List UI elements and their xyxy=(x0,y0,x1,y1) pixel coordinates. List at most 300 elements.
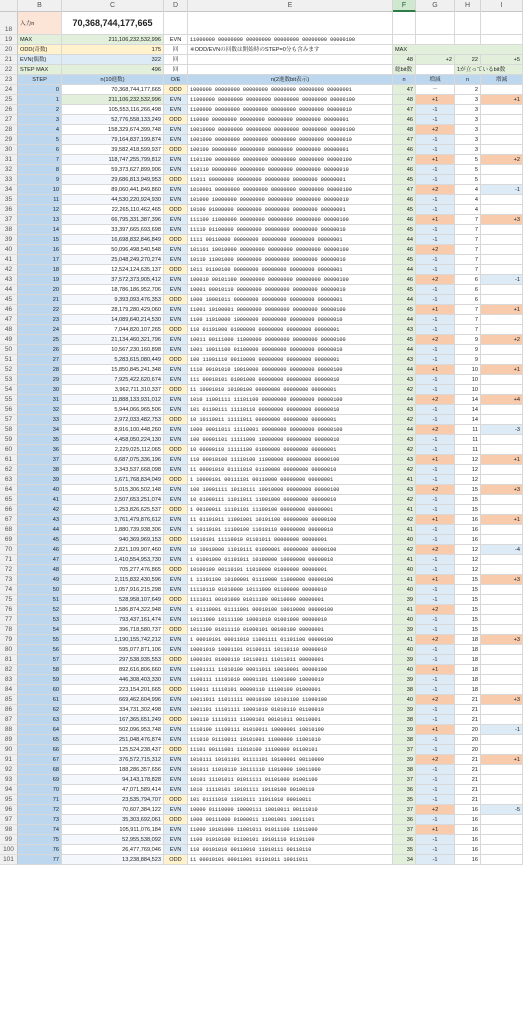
row-header-33[interactable]: 33 xyxy=(0,175,18,185)
cell-i34[interactable]: -1 xyxy=(481,185,523,195)
cell-i43[interactable]: -1 xyxy=(481,275,523,285)
row-header-90[interactable]: 90 xyxy=(0,745,18,755)
cell-h42[interactable]: 7 xyxy=(455,265,481,275)
cell-f92[interactable]: 38 xyxy=(393,765,416,775)
cell-g73[interactable]: +1 xyxy=(416,575,455,585)
cell-i41[interactable] xyxy=(481,255,523,265)
cell-d81[interactable]: ODD xyxy=(164,655,188,665)
row-header-23[interactable]: 23 xyxy=(0,75,18,85)
cell-f71[interactable]: 41 xyxy=(393,555,416,565)
cell-e57[interactable]: 10 10110011 11111011 00000000 00000000 00000001 xyxy=(188,415,393,425)
cell-i37[interactable]: +3 xyxy=(481,215,523,225)
cell-h41[interactable]: 7 xyxy=(455,255,481,265)
cell-i19[interactable] xyxy=(481,35,523,45)
cell-f93[interactable]: 37 xyxy=(393,775,416,785)
cell-h36[interactable]: 4 xyxy=(455,205,481,215)
cell-d85[interactable]: EVN xyxy=(164,695,188,705)
cell-h82[interactable]: 18 xyxy=(455,665,481,675)
cell-f27[interactable]: 46 xyxy=(393,115,416,125)
cell-g48[interactable]: -1 xyxy=(416,325,455,335)
cell-h22[interactable]: 1が立っているbit数 xyxy=(455,65,523,75)
cell-d83[interactable]: EVN xyxy=(164,675,188,685)
cell-i83[interactable] xyxy=(481,675,523,685)
cell-f58[interactable]: 44 xyxy=(393,425,416,435)
cell-d78[interactable]: ODD xyxy=(164,625,188,635)
cell-g89[interactable]: -1 xyxy=(416,735,455,745)
cell-g46[interactable]: +1 xyxy=(416,305,455,315)
cell-c57[interactable]: 2,972,033,482,753 xyxy=(62,415,164,425)
cell-d38[interactable]: EVN xyxy=(164,225,188,235)
cell-h34[interactable]: 4 xyxy=(455,185,481,195)
cell-b32[interactable]: 8 xyxy=(18,165,62,175)
cell-b99[interactable]: 75 xyxy=(18,835,62,845)
cell-b77[interactable]: 53 xyxy=(18,615,62,625)
cell-g18[interactable] xyxy=(416,12,455,35)
cell-c45[interactable]: 9,393,093,476,353 xyxy=(62,295,164,305)
cell-c36[interactable]: 22,265,110,462,465 xyxy=(62,205,164,215)
cell-c44[interactable]: 18,786,186,952,706 xyxy=(62,285,164,295)
cell-e93[interactable]: 10101 11101011 01011111 01101000 01001100 xyxy=(188,775,393,785)
cell-b85[interactable]: 61 xyxy=(18,695,62,705)
cell-g78[interactable]: -1 xyxy=(416,625,455,635)
cell-g74[interactable]: -1 xyxy=(416,585,455,595)
cell-h32[interactable]: 5 xyxy=(455,165,481,175)
cell-f40[interactable]: 46 xyxy=(393,245,416,255)
cell-b53[interactable]: 29 xyxy=(18,375,62,385)
cell-d55[interactable]: EVN xyxy=(164,395,188,405)
cell-c28[interactable]: 158,329,674,399,748 xyxy=(62,125,164,135)
cell-i55[interactable]: +4 xyxy=(481,395,523,405)
cell-g91[interactable]: +2 xyxy=(416,755,455,765)
row-header-85[interactable]: 85 xyxy=(0,695,18,705)
row-header-28[interactable]: 28 xyxy=(0,125,18,135)
cell-g49[interactable]: +2 xyxy=(416,335,455,345)
cell-d29[interactable]: EVN xyxy=(164,135,188,145)
cell-c98[interactable]: 105,911,076,184 xyxy=(62,825,164,835)
cell-c33[interactable]: 29,686,813,949,953 xyxy=(62,175,164,185)
cell-i68[interactable] xyxy=(481,525,523,535)
cell-d95[interactable]: ODD xyxy=(164,795,188,805)
cell-d64[interactable]: EVN xyxy=(164,485,188,495)
row-header-62[interactable]: 62 xyxy=(0,465,18,475)
cell-i25[interactable]: +1 xyxy=(481,95,523,105)
cell-i54[interactable] xyxy=(481,385,523,395)
cell-e101[interactable]: 11 00010101 00011001 01101011 10011011 xyxy=(188,855,393,865)
cell-h35[interactable]: 4 xyxy=(455,195,481,205)
row-header-61[interactable]: 61 xyxy=(0,455,18,465)
cell-e89[interactable]: 111010 01110011 10101001 11000000 11001010 xyxy=(188,735,393,745)
cell-i33[interactable] xyxy=(481,175,523,185)
row-header-89[interactable]: 89 xyxy=(0,735,18,745)
cell-c83[interactable]: 446,308,403,330 xyxy=(62,675,164,685)
cell-e45[interactable]: 1000 10001011 00000000 00000000 00000000 00000001 xyxy=(188,295,393,305)
cell-d30[interactable]: ODD xyxy=(164,145,188,155)
cell-h93[interactable]: 21 xyxy=(455,775,481,785)
row-header-27[interactable]: 27 xyxy=(0,115,18,125)
cell-g33[interactable]: -1 xyxy=(416,175,455,185)
cell-d34[interactable]: EVN xyxy=(164,185,188,195)
cell-g53[interactable]: -1 xyxy=(416,375,455,385)
cell-b57[interactable]: 33 xyxy=(18,415,62,425)
cell-h87[interactable]: 21 xyxy=(455,715,481,725)
cell-h62[interactable]: 12 xyxy=(455,465,481,475)
cell-c86[interactable]: 334,731,302,498 xyxy=(62,705,164,715)
cell-g69[interactable]: -1 xyxy=(416,535,455,545)
cell-g83[interactable]: -1 xyxy=(416,675,455,685)
cell-h47[interactable]: 7 xyxy=(455,315,481,325)
cell-g92[interactable]: -1 xyxy=(416,765,455,775)
cell-d74[interactable]: EVN xyxy=(164,585,188,595)
cell-b25[interactable]: 1 xyxy=(18,95,62,105)
cell-f25[interactable]: 48 xyxy=(393,95,416,105)
cell-d75[interactable]: ODD xyxy=(164,595,188,605)
row-header-59[interactable]: 59 xyxy=(0,435,18,445)
cell-h24[interactable]: 2 xyxy=(455,85,481,95)
cell-c87[interactable]: 167,365,651,249 xyxy=(62,715,164,725)
cell-d37[interactable]: EVN xyxy=(164,215,188,225)
cell-f94[interactable]: 36 xyxy=(393,785,416,795)
cell-f39[interactable]: 44 xyxy=(393,235,416,245)
cell-d80[interactable]: EVN xyxy=(164,645,188,655)
cell-b18[interactable]: 入力n xyxy=(18,12,62,35)
cell-i89[interactable] xyxy=(481,735,523,745)
cell-c99[interactable]: 52,955,538,092 xyxy=(62,835,164,845)
cell-d46[interactable]: EVN xyxy=(164,305,188,315)
cell-i75[interactable] xyxy=(481,595,523,605)
cell-b62[interactable]: 38 xyxy=(18,465,62,475)
cell-f34[interactable]: 47 xyxy=(393,185,416,195)
cell-f77[interactable]: 40 xyxy=(393,615,416,625)
cell-b100[interactable]: 76 xyxy=(18,845,62,855)
cell-b87[interactable]: 63 xyxy=(18,715,62,725)
cell-e99[interactable]: 1100 01010100 01100101 10101110 01101100 xyxy=(188,835,393,845)
cell-i62[interactable] xyxy=(481,465,523,475)
cell-i72[interactable] xyxy=(481,565,523,575)
cell-c73[interactable]: 2,115,832,430,596 xyxy=(62,575,164,585)
cell-h61[interactable]: 12 xyxy=(455,455,481,465)
cell-d93[interactable]: EVN xyxy=(164,775,188,785)
cell-b26[interactable]: 2 xyxy=(18,105,62,115)
cell-h70[interactable]: 12 xyxy=(455,545,481,555)
cell-e54[interactable]: 11 10001010 10100100 00000000 00000000 00000001 xyxy=(188,385,393,395)
cell-b95[interactable]: 71 xyxy=(18,795,62,805)
cell-h84[interactable]: 18 xyxy=(455,685,481,695)
cell-d91[interactable]: EVN xyxy=(164,755,188,765)
column-header-g[interactable]: G xyxy=(416,0,455,12)
cell-d36[interactable]: ODD xyxy=(164,205,188,215)
cell-c63[interactable]: 1,671,768,834,049 xyxy=(62,475,164,485)
cell-b63[interactable]: 39 xyxy=(18,475,62,485)
cell-e25[interactable]: 11000000 00000000 00000000 00000000 00000000 00000100 xyxy=(188,95,393,105)
cell-i24[interactable] xyxy=(481,85,523,95)
cell-e91[interactable]: 1010111 10101101 01111101 10100001 00110000 xyxy=(188,755,393,765)
cell-g67[interactable]: +1 xyxy=(416,515,455,525)
row-header-84[interactable]: 84 xyxy=(0,685,18,695)
cell-d53[interactable]: EVN xyxy=(164,375,188,385)
cell-f57[interactable]: 42 xyxy=(393,415,416,425)
cell-g58[interactable]: +2 xyxy=(416,425,455,435)
cell-c40[interactable]: 50,096,498,540,548 xyxy=(62,245,164,255)
cell-e96[interactable]: 10000 01110000 10000111 10010011 00111010 xyxy=(188,805,393,815)
cell-b61[interactable]: 37 xyxy=(18,455,62,465)
cell-d47[interactable]: EVN xyxy=(164,315,188,325)
cell-i99[interactable] xyxy=(481,835,523,845)
cell-g68[interactable]: -1 xyxy=(416,525,455,535)
cell-f35[interactable]: 46 xyxy=(393,195,416,205)
cell-f91[interactable]: 39 xyxy=(393,755,416,765)
row-header-73[interactable]: 73 xyxy=(0,575,18,585)
cell-c49[interactable]: 21,134,460,321,796 xyxy=(62,335,164,345)
cell-b69[interactable]: 45 xyxy=(18,535,62,545)
cell-f26[interactable]: 47 xyxy=(393,105,416,115)
cell-f88[interactable]: 39 xyxy=(393,725,416,735)
cell-c51[interactable]: 5,283,615,080,449 xyxy=(62,355,164,365)
cell-f36[interactable]: 45 xyxy=(393,205,416,215)
cell-e64[interactable]: 100 10001111 10110111 10010000 00000000 00000100 xyxy=(188,485,393,495)
row-header-94[interactable]: 94 xyxy=(0,785,18,795)
cell-h46[interactable]: 7 xyxy=(455,305,481,315)
column-header-b[interactable]: B xyxy=(18,0,62,12)
cell-h78[interactable]: 15 xyxy=(455,625,481,635)
cell-e53[interactable]: 111 00010101 01001000 00000000 00000000 00000010 xyxy=(188,375,393,385)
cell-b49[interactable]: 25 xyxy=(18,335,62,345)
cell-b70[interactable]: 46 xyxy=(18,545,62,555)
cell-d19[interactable]: EVN xyxy=(164,35,188,45)
cell-f79[interactable]: 41 xyxy=(393,635,416,645)
cell-d88[interactable]: EVN xyxy=(164,725,188,735)
cell-c61[interactable]: 6,687,075,336,196 xyxy=(62,455,164,465)
row-header-92[interactable]: 92 xyxy=(0,765,18,775)
cell-g50[interactable]: -1 xyxy=(416,345,455,355)
cell-g61[interactable]: +1 xyxy=(416,455,455,465)
cell-d48[interactable]: ODD xyxy=(164,325,188,335)
cell-b56[interactable]: 32 xyxy=(18,405,62,415)
cell-f49[interactable]: 45 xyxy=(393,335,416,345)
cell-f69[interactable]: 40 xyxy=(393,535,416,545)
row-header-53[interactable]: 53 xyxy=(0,375,18,385)
cell-e90[interactable]: 11101 00111001 11010100 11100000 01100101 xyxy=(188,745,393,755)
cell-b92[interactable]: 68 xyxy=(18,765,62,775)
cell-h98[interactable]: 16 xyxy=(455,825,481,835)
row-header-57[interactable]: 57 xyxy=(0,415,18,425)
cell-d22[interactable]: 回 xyxy=(164,65,188,75)
cell-i28[interactable] xyxy=(481,125,523,135)
cell-d60[interactable]: ODD xyxy=(164,445,188,455)
cell-i67[interactable]: +1 xyxy=(481,515,523,525)
cell-b59[interactable]: 35 xyxy=(18,435,62,445)
row-header-72[interactable]: 72 xyxy=(0,565,18,575)
cell-c65[interactable]: 2,507,653,251,074 xyxy=(62,495,164,505)
row-header-31[interactable]: 31 xyxy=(0,155,18,165)
cell-d61[interactable]: EVN xyxy=(164,455,188,465)
cell-b86[interactable]: 62 xyxy=(18,705,62,715)
cell-e97[interactable]: 1000 00111000 01000011 11001001 10011101 xyxy=(188,815,393,825)
cell-c77[interactable]: 793,437,161,474 xyxy=(62,615,164,625)
cell-c43[interactable]: 37,572,373,905,412 xyxy=(62,275,164,285)
row-header-81[interactable]: 81 xyxy=(0,655,18,665)
cell-f56[interactable]: 43 xyxy=(393,405,416,415)
cell-g86[interactable]: -1 xyxy=(416,705,455,715)
cell-h79[interactable]: 18 xyxy=(455,635,481,645)
cell-c25[interactable]: 211,106,232,532,996 xyxy=(62,95,164,105)
cell-g65[interactable]: -1 xyxy=(416,495,455,505)
cell-g27[interactable]: -1 xyxy=(416,115,455,125)
row-header-79[interactable]: 79 xyxy=(0,635,18,645)
cell-g32[interactable]: -1 xyxy=(416,165,455,175)
cell-b43[interactable]: 19 xyxy=(18,275,62,285)
cell-f21[interactable]: 48 xyxy=(393,55,416,65)
row-header-66[interactable]: 66 xyxy=(0,505,18,515)
cell-b19[interactable]: MAX xyxy=(18,35,62,45)
cell-e59[interactable]: 100 00001101 11111000 10000000 00000000 00000010 xyxy=(188,435,393,445)
cell-g25[interactable]: +1 xyxy=(416,95,455,105)
cell-d42[interactable]: ODD xyxy=(164,265,188,275)
cell-i42[interactable] xyxy=(481,265,523,275)
cell-e92[interactable]: 101011 11010110 10111110 11010000 10011000 xyxy=(188,765,393,775)
cell-b24[interactable]: 0 xyxy=(18,85,62,95)
cell-b20[interactable]: ODD(奇数) xyxy=(18,45,62,55)
cell-b31[interactable]: 7 xyxy=(18,155,62,165)
cell-d62[interactable]: EVN xyxy=(164,465,188,475)
cell-g71[interactable]: -1 xyxy=(416,555,455,565)
cell-e32[interactable]: 110110 00000000 00000000 00000000 00000000 00000010 xyxy=(188,165,393,175)
cell-b90[interactable]: 66 xyxy=(18,745,62,755)
cell-f78[interactable]: 39 xyxy=(393,625,416,635)
cell-e73[interactable]: 1 11101100 10100001 01110000 11000000 00000100 xyxy=(188,575,393,585)
cell-e55[interactable]: 1010 11001111 11101100 00000000 00000000 00000100 xyxy=(188,395,393,405)
cell-e27[interactable]: 110000 00000000 00000000 00000000 00000000 00000001 xyxy=(188,115,393,125)
cell-e36[interactable]: 10100 01000000 00000000 00000000 00000000 00000001 xyxy=(188,205,393,215)
cell-i95[interactable] xyxy=(481,795,523,805)
cell-i84[interactable] xyxy=(481,685,523,695)
cell-d58[interactable]: EVN xyxy=(164,425,188,435)
row-header-63[interactable]: 63 xyxy=(0,475,18,485)
row-header-29[interactable]: 29 xyxy=(0,135,18,145)
cell-g99[interactable]: -1 xyxy=(416,835,455,845)
cell-c53[interactable]: 7,925,422,620,674 xyxy=(62,375,164,385)
cell-h74[interactable]: 15 xyxy=(455,585,481,595)
cell-b29[interactable]: 5 xyxy=(18,135,62,145)
row-header-47[interactable]: 47 xyxy=(0,315,18,325)
cell-d25[interactable]: EVN xyxy=(164,95,188,105)
cell-i94[interactable] xyxy=(481,785,523,795)
cell-i74[interactable] xyxy=(481,585,523,595)
cell-i49[interactable]: +2 xyxy=(481,335,523,345)
cell-e66[interactable]: 1 00100011 11101101 11100100 00000000 00000001 xyxy=(188,505,393,515)
cell-e39[interactable]: 1111 00110000 00000000 00000000 00000000 00000001 xyxy=(188,235,393,245)
row-header-37[interactable]: 37 xyxy=(0,215,18,225)
cell-e29[interactable]: 1001000 00000000 00000000 00000000 00000000 00000010 xyxy=(188,135,393,145)
cell-g77[interactable]: -1 xyxy=(416,615,455,625)
cell-b60[interactable]: 36 xyxy=(18,445,62,455)
cell-i80[interactable] xyxy=(481,645,523,655)
cell-c47[interactable]: 14,089,640,214,530 xyxy=(62,315,164,325)
cell-i91[interactable]: +1 xyxy=(481,755,523,765)
cell-i44[interactable] xyxy=(481,285,523,295)
cell-i21[interactable]: +5 xyxy=(481,55,523,65)
cell-g24[interactable]: － xyxy=(416,85,455,95)
cell-e79[interactable]: 1 00010101 00011010 11001111 01101100 00000100 xyxy=(188,635,393,645)
cell-e49[interactable]: 10011 00111000 11000000 00000000 00000000 00000100 xyxy=(188,335,393,345)
cell-h71[interactable]: 12 xyxy=(455,555,481,565)
cell-d84[interactable]: ODD xyxy=(164,685,188,695)
cell-c100[interactable]: 26,477,769,046 xyxy=(62,845,164,855)
cell-g70[interactable]: +2 xyxy=(416,545,455,555)
cell-e78[interactable]: 1011100 01011110 01000101 00100100 00000001 xyxy=(188,625,393,635)
column-header-i[interactable]: I xyxy=(481,0,523,12)
cell-f90[interactable]: 37 xyxy=(393,745,416,755)
cell-i97[interactable] xyxy=(481,815,523,825)
row-header-40[interactable]: 40 xyxy=(0,245,18,255)
cell-d65[interactable]: EVN xyxy=(164,495,188,505)
cell-b37[interactable]: 13 xyxy=(18,215,62,225)
cell-i98[interactable] xyxy=(481,825,523,835)
cell-c66[interactable]: 1,253,826,625,537 xyxy=(62,505,164,515)
row-header-97[interactable]: 97 xyxy=(0,815,18,825)
cell-c54[interactable]: 3,962,711,310,337 xyxy=(62,385,164,395)
row-header-91[interactable]: 91 xyxy=(0,755,18,765)
row-header-48[interactable]: 48 xyxy=(0,325,18,335)
cell-b48[interactable]: 24 xyxy=(18,325,62,335)
cell-f85[interactable]: 40 xyxy=(393,695,416,705)
cell-g37[interactable]: +1 xyxy=(416,215,455,225)
cell-h37[interactable]: 7 xyxy=(455,215,481,225)
cell-d87[interactable]: ODD xyxy=(164,715,188,725)
cell-b39[interactable]: 15 xyxy=(18,235,62,245)
cell-d40[interactable]: EVN xyxy=(164,245,188,255)
cell-h63[interactable]: 12 xyxy=(455,475,481,485)
cell-f97[interactable]: 36 xyxy=(393,815,416,825)
cell-c62[interactable]: 3,343,537,668,098 xyxy=(62,465,164,475)
cell-c69[interactable]: 940,369,969,153 xyxy=(62,535,164,545)
cell-h58[interactable]: 11 xyxy=(455,425,481,435)
cell-e69[interactable]: 11010101 11110010 01101011 00000000 00000001 xyxy=(188,535,393,545)
cell-g43[interactable]: +2 xyxy=(416,275,455,285)
cell-c26[interactable]: 105,553,116,266,498 xyxy=(62,105,164,115)
cell-g42[interactable]: -1 xyxy=(416,265,455,275)
cell-h72[interactable]: 12 xyxy=(455,565,481,575)
cell-g26[interactable]: -1 xyxy=(416,105,455,115)
cell-e58[interactable]: 1000 00011011 11110001 00000000 00000000 00000100 xyxy=(188,425,393,435)
cell-f60[interactable]: 42 xyxy=(393,445,416,455)
cell-c27[interactable]: 52,776,558,133,249 xyxy=(62,115,164,125)
cell-e100[interactable]: 110 00101010 00110010 11010111 00110110 xyxy=(188,845,393,855)
cell-d73[interactable]: EVN xyxy=(164,575,188,585)
cell-f41[interactable]: 45 xyxy=(393,255,416,265)
cell-g28[interactable]: +2 xyxy=(416,125,455,135)
cell-b54[interactable]: 30 xyxy=(18,385,62,395)
cell-i61[interactable]: +1 xyxy=(481,455,523,465)
cell-c72[interactable]: 705,277,476,865 xyxy=(62,565,164,575)
cell-b91[interactable]: 67 xyxy=(18,755,62,765)
row-header-67[interactable]: 67 xyxy=(0,515,18,525)
cell-c38[interactable]: 33,397,665,693,698 xyxy=(62,225,164,235)
cell-i92[interactable] xyxy=(481,765,523,775)
cell-c78[interactable]: 396,718,580,737 xyxy=(62,625,164,635)
cell-c92[interactable]: 188,286,357,656 xyxy=(62,765,164,775)
cell-h99[interactable]: 16 xyxy=(455,835,481,845)
cell-e41[interactable]: 10110 11001000 00000000 00000000 00000000 00000010 xyxy=(188,255,393,265)
cell-h73[interactable]: 15 xyxy=(455,575,481,585)
cell-e52[interactable]: 1110 00101010 10010000 00000000 00000000 00000100 xyxy=(188,365,393,375)
cell-c30[interactable]: 39,582,418,599,937 xyxy=(62,145,164,155)
cell-h44[interactable]: 6 xyxy=(455,285,481,295)
cell-c68[interactable]: 1,880,739,938,306 xyxy=(62,525,164,535)
cell-f95[interactable]: 35 xyxy=(393,795,416,805)
cell-f66[interactable]: 41 xyxy=(393,505,416,515)
row-header-80[interactable]: 80 xyxy=(0,645,18,655)
cell-f98[interactable]: 37 xyxy=(393,825,416,835)
